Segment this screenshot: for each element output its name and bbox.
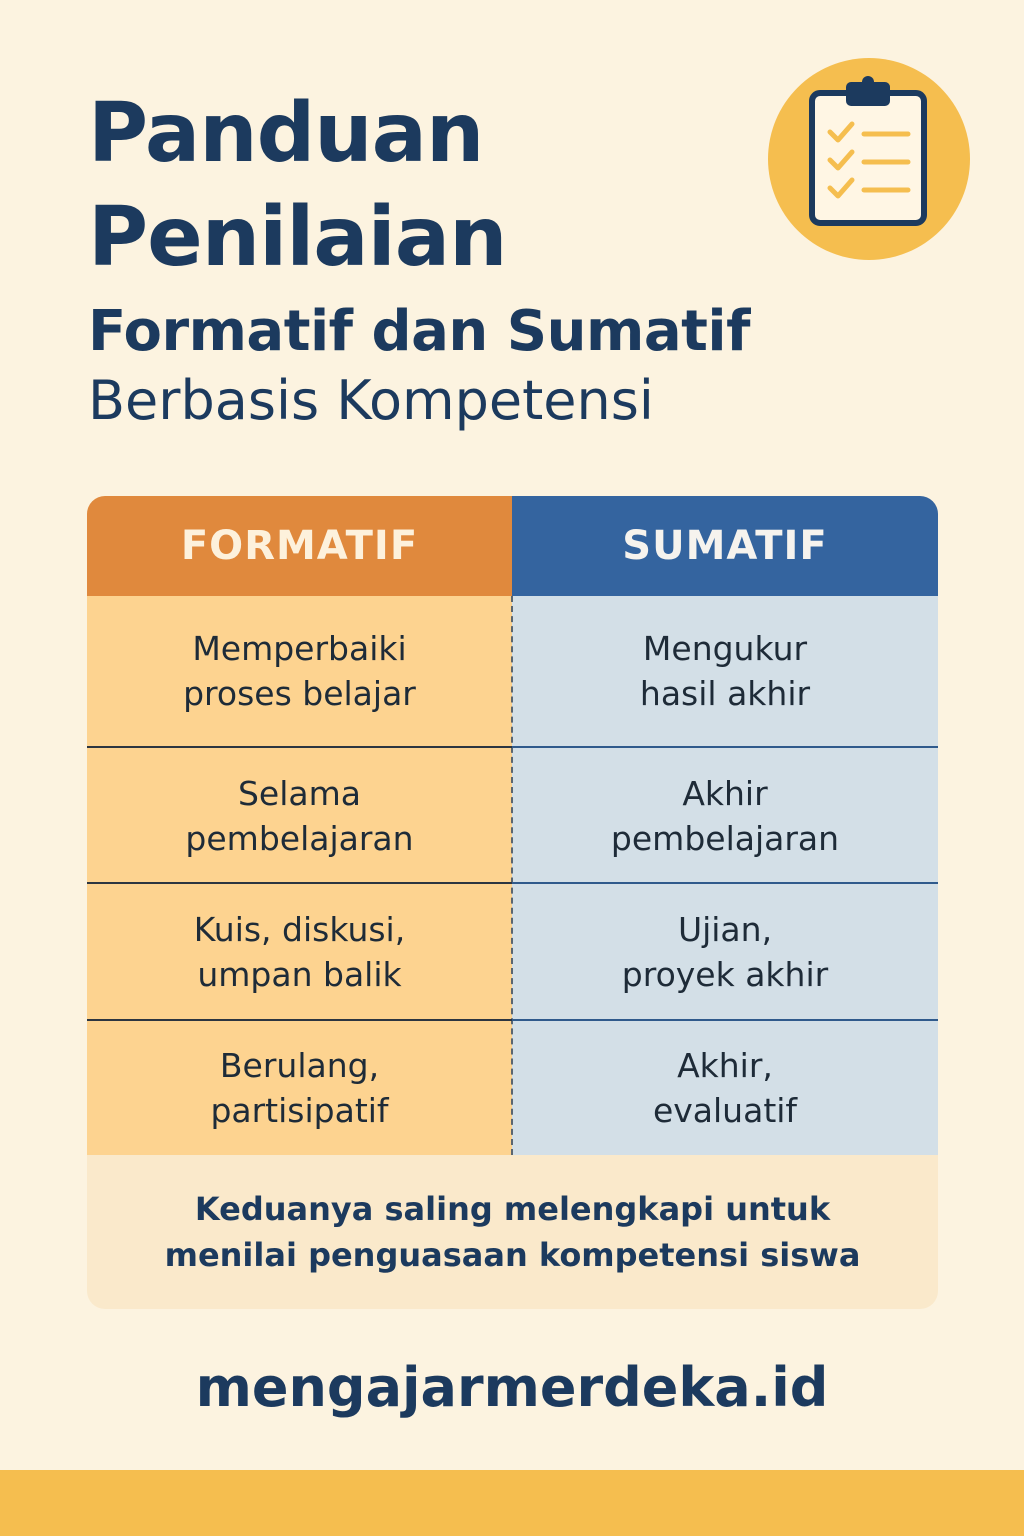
cell-text: umpan balik [197,955,402,994]
table-cell-formatif-2 [87,748,512,884]
table-cell-formatif-4 [87,1021,512,1155]
cell-text: pembelajaran [610,819,840,858]
clipboard-badge [768,58,970,260]
column-header-sumatif: SUMATIF [512,496,938,596]
cell-text: Memperbaiki [192,629,407,668]
cell-text: Berulang, [219,1046,380,1085]
bottom-accent-bar [0,1470,1024,1536]
comparison-table [87,496,938,1309]
summary-note-line-2: menilai penguasaan kompetensi siswa [164,1236,861,1274]
table-cell-formatif-3 [87,884,512,1020]
cell-text: hasil akhir [639,674,811,713]
cell-text: Akhir, [677,1046,773,1085]
cell-text: Kuis, diskusi, [193,910,406,949]
summary-note-line-1: Keduanya saling melengkapi untuk [194,1190,831,1228]
cell-text: proses belajar [183,674,416,713]
cell-text: pembelajaran [185,819,414,858]
cell-text: proyek akhir [621,955,829,994]
cell-text: Ujian, [677,910,773,949]
page-subtitle: Formatif dan Sumatif [88,299,750,364]
table-cell-formatif-1 [87,596,512,746]
page-title-line-1: Panduan [88,86,484,181]
table-cell-sumatif-4 [512,1021,938,1155]
column-header-formatif: FORMATIF [87,496,512,596]
page-title-line-2: Penilaian [88,190,507,285]
table-cell-sumatif-1 [512,596,938,746]
cell-text: Selama [237,774,361,813]
cell-text: Mengukur [642,629,808,668]
page-tagline: Berbasis Kompetensi [88,369,654,432]
clipboard-checklist-icon [768,58,970,260]
table-cell-sumatif-3 [512,884,938,1020]
table-cell-sumatif-2 [512,748,938,884]
cell-text: evaluatif [652,1091,798,1130]
cell-text: partisipatif [210,1091,389,1130]
cell-text: Akhir [682,774,768,813]
summary-note [87,1155,938,1309]
website-link[interactable]: mengajarmerdeka.id [195,1356,829,1419]
